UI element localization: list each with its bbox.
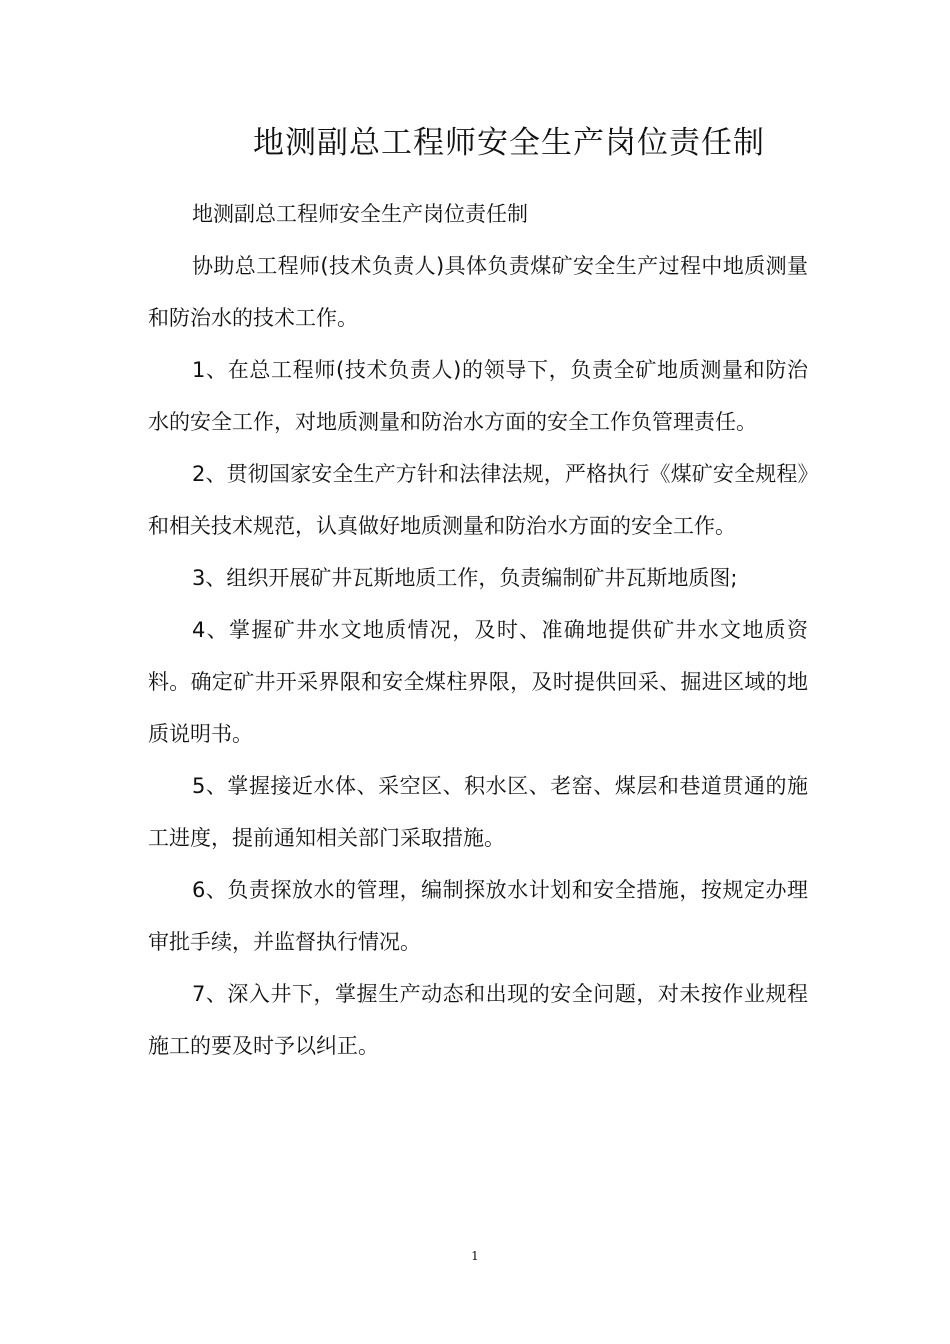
paragraph-intro: 协助总工程师(技术负责人)具体负责煤矿安全生产过程中地质测量和防治水的技术工作。 (148, 254, 808, 330)
paragraph-item-7: 7、深入井下，掌握生产动态和出现的安全问题，对未按作业规程施工的要及时予以纠正。 (148, 982, 808, 1058)
paragraph-item-4: 4、掌握矿井水文地质情况，及时、准确地提供矿井水文地质资料。确定矿井开采界限和安全煤柱界限，及时提供回采、掘进区域的地质说明书。 (148, 618, 808, 746)
paragraph-item-5: 5、掌握接近水体、采空区、积水区、老窑、煤层和巷道贯通的施工进度，提前通知相关部门采取措施。 (148, 774, 808, 850)
document-title: 地测副总工程师安全生产岗位责任制 (253, 125, 765, 161)
paragraph-item-2: 2、贯彻国家安全生产方针和法律法规，严格执行《煤矿安全规程》和相关技术规范，认真做好地质测量和防治水方面的安全工作。 (148, 462, 808, 538)
page-number: 1 (471, 1249, 479, 1263)
document-body (148, 188, 808, 1072)
paragraph-item-6: 6、负责探放水的管理，编制探放水计划和安全措施，按规定办理审批手续，并监督执行情况。 (148, 878, 808, 954)
paragraph-subtitle: 地测副总工程师安全生产岗位责任制 (192, 202, 528, 226)
paragraph-item-1: 1、在总工程师(技术负责人)的领导下，负责全矿地质测量和防治水的安全工作，对地质测量和防治水方面的安全工作负管理责任。 (148, 358, 808, 434)
paragraph-item-3: 3、组织开展矿井瓦斯地质工作，负责编制矿井瓦斯地质图; (192, 566, 738, 590)
